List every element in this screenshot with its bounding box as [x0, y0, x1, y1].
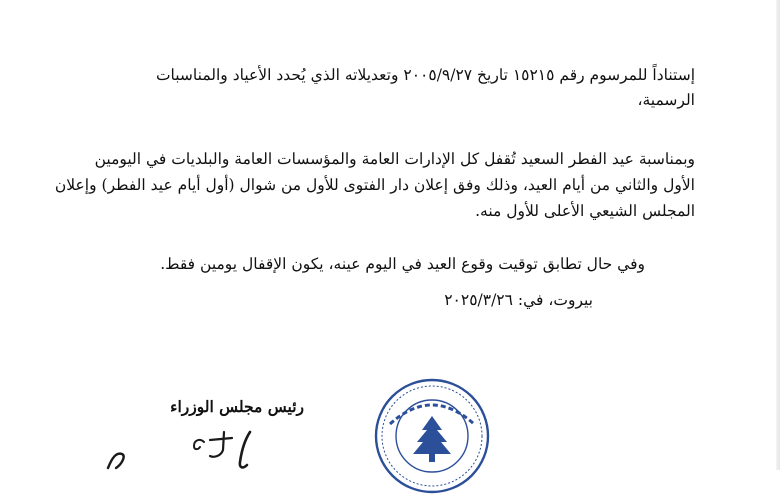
place-and-date: بيروت، في: ٢٠٢٥/٣/٢٦ [444, 291, 593, 309]
lebanon-cedar-seal-icon [372, 376, 492, 496]
paragraph-2-line-3: المجلس الشيعي الأعلى للأول منه. [475, 202, 695, 220]
paragraph-2-line-2: الأول والثاني من أيام العيد، وذلك وفق إعلان دار الفتوى للأول من شوال (أول أيام عيد الفطر) وإعلان [54, 176, 695, 194]
handwritten-signature-icon [100, 428, 260, 470]
paragraph-1-line-1: إستناداً للمرسوم رقم ١٥٢١٥ تاريخ ٢٠٠٥/٩/٢٧ وتعديلاته الذي يُحدد الأعياد والمناسبات [155, 66, 695, 84]
paragraph-1-line-2: الرسمية، [637, 91, 695, 109]
paragraph-2-line-1: وبمناسبة عيد الفطر السعيد تُقفل كل الإدارات العامة والمؤسسات العامة والبلديات في اليومين [94, 150, 695, 168]
paragraph-3-line-1: وفي حال تطابق توقيت وقوع العيد في اليوم عينه، يكون الإقفال يومين فقط. [160, 255, 645, 273]
page-edge [776, 0, 780, 470]
signatory-title: رئيس مجلس الوزراء [170, 397, 304, 416]
